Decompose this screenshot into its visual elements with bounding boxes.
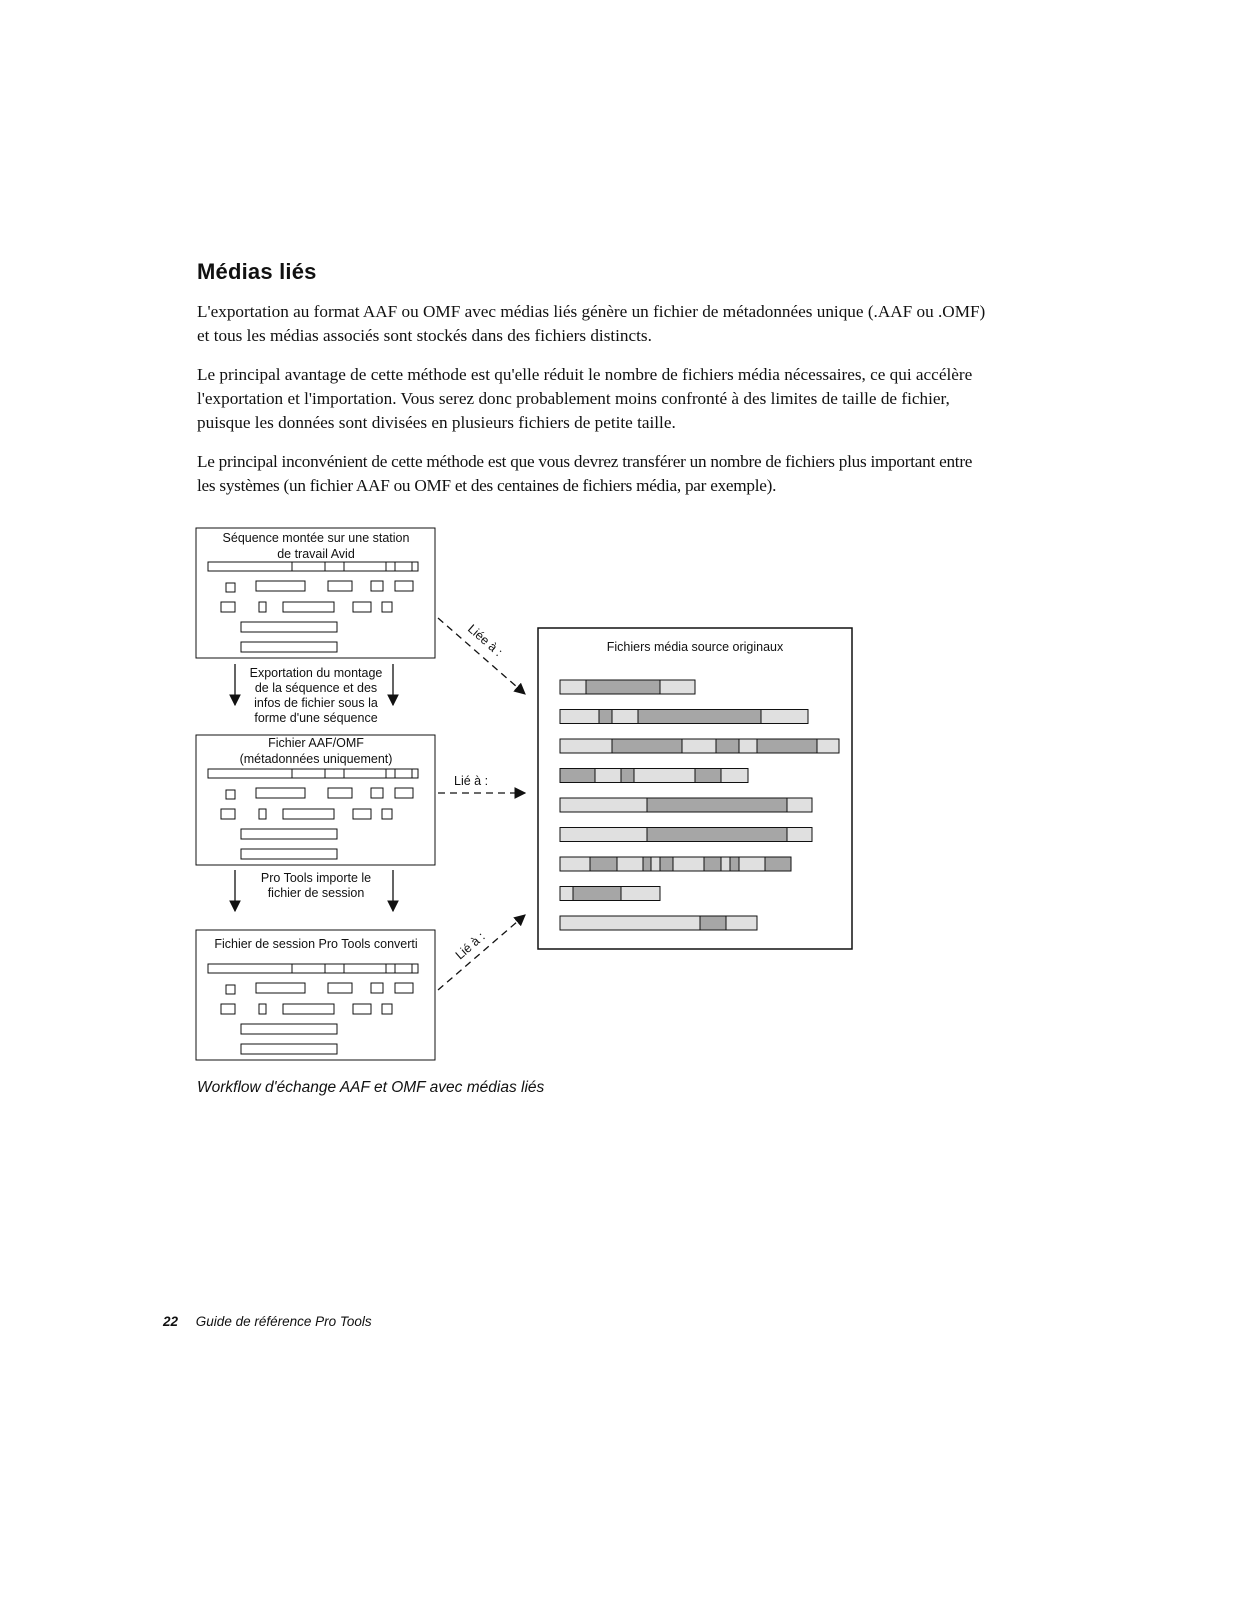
track-clip xyxy=(256,788,305,798)
media-segment-light xyxy=(721,857,730,871)
media-files-box xyxy=(538,628,852,949)
media-files-title: Fichiers média source originaux xyxy=(606,640,784,654)
media-segment-dark xyxy=(695,769,721,783)
track-clip xyxy=(221,602,235,612)
track-clip xyxy=(241,642,337,652)
track-clip xyxy=(353,1004,371,1014)
page-footer xyxy=(163,1314,372,1329)
track-clip xyxy=(283,809,334,819)
track-clip xyxy=(241,1044,337,1054)
track-clip xyxy=(371,983,383,993)
sequence-box-title-line2: de travail Avid xyxy=(277,547,355,561)
media-segment-light xyxy=(612,710,638,724)
track-clip xyxy=(241,849,337,859)
track-clip xyxy=(328,581,352,591)
media-segment-light xyxy=(634,769,695,783)
track-clip xyxy=(371,581,383,591)
track-clip xyxy=(353,809,371,819)
track-clip xyxy=(283,602,334,612)
media-segment-dark xyxy=(586,680,660,694)
media-segment-dark xyxy=(612,739,682,753)
media-segment-dark xyxy=(647,798,787,812)
media-segment-light xyxy=(761,710,808,724)
media-segment-dark xyxy=(647,828,787,842)
step1-line1: Exportation du montage xyxy=(249,666,383,680)
sequence-box xyxy=(196,528,435,658)
media-segment-light xyxy=(721,769,748,783)
media-segment-light xyxy=(560,739,612,753)
media-segment-light xyxy=(682,739,716,753)
media-segment-light xyxy=(726,916,757,930)
media-segment-dark xyxy=(700,916,726,930)
track-clip xyxy=(241,1024,337,1034)
media-segment-light xyxy=(787,828,812,842)
figure-caption: Workflow d'échange AAF et OMF avec médias liés xyxy=(197,1079,545,1096)
track-clip xyxy=(395,983,413,993)
step2-line2: fichier de session xyxy=(267,886,365,900)
step2-line1: Pro Tools importe le xyxy=(260,871,372,885)
track-clip xyxy=(241,829,337,839)
track-clip xyxy=(221,1004,235,1014)
aaf-omf-box-title-line1: Fichier AAF/OMF xyxy=(268,736,364,750)
media-segment-dark xyxy=(660,857,673,871)
track-clip xyxy=(382,809,392,819)
link-label-1: Liée à : xyxy=(465,621,506,660)
media-segment-light xyxy=(621,887,660,901)
track-clip xyxy=(259,809,266,819)
media-segment-light xyxy=(787,798,812,812)
session-box-title: Fichier de session Pro Tools converti xyxy=(214,937,418,951)
media-segment-light xyxy=(651,857,660,871)
media-segment-light xyxy=(560,710,599,724)
media-segment-dark xyxy=(716,739,739,753)
aaf-omf-box-title-line2: (métadonnées uniquement) xyxy=(239,752,393,766)
media-segment-light xyxy=(560,916,700,930)
media-segment-light xyxy=(739,739,757,753)
page-number: 22 xyxy=(163,1314,179,1329)
link-label-3: Lié à : xyxy=(452,929,488,963)
media-segment-dark xyxy=(638,710,761,724)
paragraph-3: Le principal inconvénient de cette méthode est que vous devrez transférer un nombre de fichiers plus important entre les systèmes (un fichier AAF ou OMF et des centaines de fichiers média, par exemple). xyxy=(197,452,973,495)
aaf-omf-box xyxy=(196,735,435,865)
paragraph-2: Le principal avantage de cette méthode est qu'elle réduit le nombre de fichiers média nécessaires, ce qui accélère l'exportation et l'importation. Vous serez donc probablement moins confronté à des limites de taille de fichier, puisque les données sont divisées en plusieurs fichiers de petite taille. xyxy=(197,365,973,432)
media-segment-light xyxy=(617,857,643,871)
media-segment-light xyxy=(595,769,621,783)
media-segment-dark xyxy=(573,887,621,901)
track-clip xyxy=(226,985,235,994)
track-clip xyxy=(283,1004,334,1014)
session-box xyxy=(196,930,435,1060)
track-clip xyxy=(241,622,337,632)
step1-line4: forme d'une séquence xyxy=(254,711,378,725)
track-clip xyxy=(371,788,383,798)
media-segment-light xyxy=(560,798,647,812)
section-heading: Médias liés xyxy=(197,259,317,284)
track-clip xyxy=(328,788,352,798)
link-label-2: Lié à : xyxy=(454,774,489,788)
media-segment-light xyxy=(560,680,586,694)
track-clip xyxy=(353,602,371,612)
media-segment-light xyxy=(673,857,704,871)
media-segment-dark xyxy=(704,857,721,871)
track-clip xyxy=(395,788,413,798)
media-segment-light xyxy=(660,680,695,694)
track-clip xyxy=(395,581,413,591)
paragraph-1: L'exportation au format AAF ou OMF avec médias liés génère un fichier de métadonnées unique (.AAF ou .OMF) et tous les médias associés sont stockés dans des fichiers distincts. xyxy=(197,302,986,345)
track-clip xyxy=(256,581,305,591)
link-arrow-3 xyxy=(438,915,525,990)
step1-line3: infos de fichier sous la xyxy=(254,696,378,710)
track-clip xyxy=(382,1004,392,1014)
track-clip xyxy=(259,602,266,612)
track-clip xyxy=(259,1004,266,1014)
track-clip xyxy=(221,809,235,819)
sequence-box-title-line1: Séquence montée sur une station xyxy=(222,531,410,545)
media-segment-dark xyxy=(765,857,791,871)
track-clip xyxy=(226,583,235,592)
media-segment-light xyxy=(739,857,765,871)
media-segment-dark xyxy=(730,857,739,871)
media-segment-dark xyxy=(599,710,612,724)
track-clip xyxy=(226,790,235,799)
media-segment-dark xyxy=(757,739,817,753)
track-clip xyxy=(382,602,392,612)
media-segment-light xyxy=(560,857,590,871)
media-segment-light xyxy=(560,887,573,901)
media-segment-light xyxy=(817,739,839,753)
track-clip xyxy=(256,983,305,993)
media-segment-dark xyxy=(560,769,595,783)
step1-line2: de la séquence et des xyxy=(254,681,378,695)
media-segment-dark xyxy=(643,857,651,871)
media-segment-dark xyxy=(590,857,617,871)
guide-title: Guide de référence Pro Tools xyxy=(195,1314,372,1329)
media-segment-dark xyxy=(621,769,634,783)
track-clip xyxy=(328,983,352,993)
media-segment-light xyxy=(560,828,647,842)
